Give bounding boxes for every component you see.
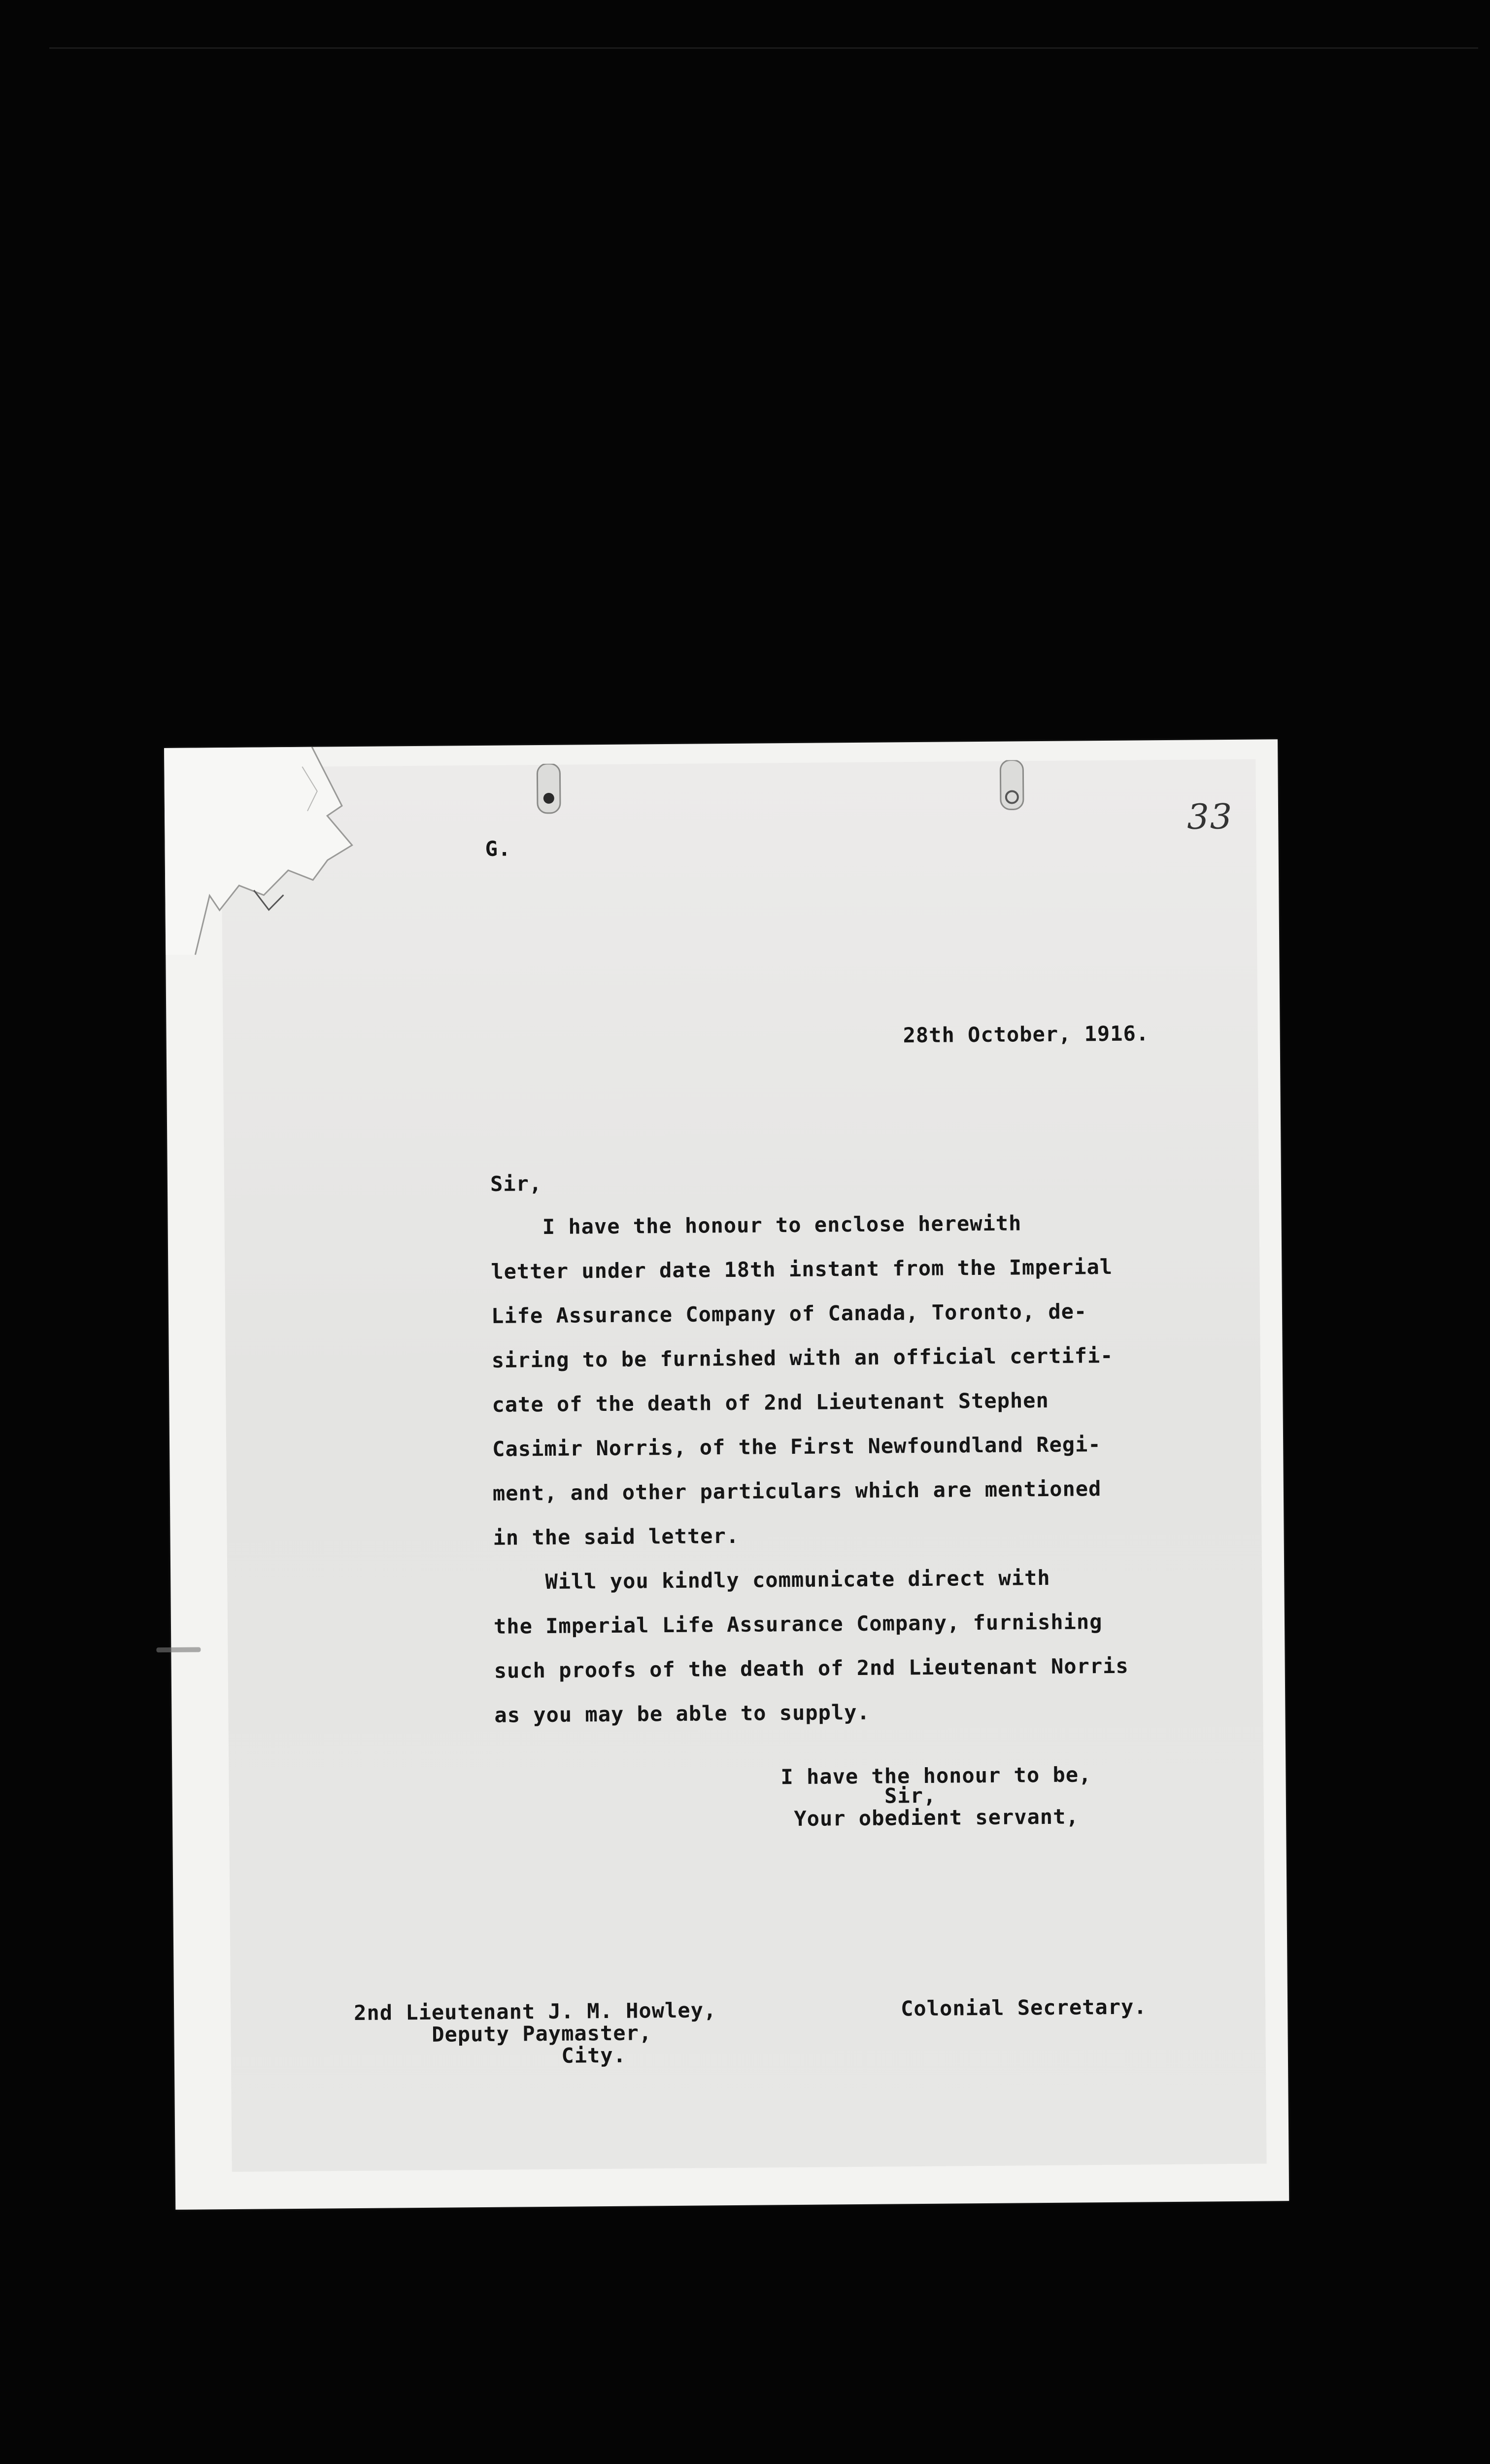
closing-line: Your obedient servant, — [780, 1804, 1079, 1831]
addressee-line: Deputy Paymaster, — [354, 2020, 652, 2048]
letter-sheet — [164, 739, 1289, 2210]
torn-corner-graphic — [164, 746, 392, 955]
letter-date: 28th October, 1916. — [903, 1021, 1150, 1048]
body-line: Life Assurance Company of Canada, Toronto, de- — [491, 1299, 1087, 1328]
body-line: as you may be able to supply. — [494, 1700, 870, 1727]
right-staple-hole — [994, 760, 1029, 817]
body-line: in the said letter. — [493, 1523, 740, 1550]
closing-line: Sir, — [780, 1783, 937, 1809]
body-line: ment, and other particulars which are mentioned — [492, 1476, 1102, 1506]
file-letter: G. — [485, 836, 511, 861]
body-line: I have the honour to enclose herewith — [490, 1211, 1022, 1239]
ink-smudge — [156, 1647, 201, 1652]
body-line: Will you kindly communicate direct with — [493, 1565, 1050, 1594]
body-line: the Imperial Life Assurance Company, furnishing — [493, 1609, 1103, 1639]
body-line: such proofs of the death of 2nd Lieutenant Norris — [494, 1653, 1129, 1683]
closing-line: I have the honour to be, — [780, 1762, 1092, 1789]
signature-title: Colonial Secretary. — [900, 1994, 1147, 2021]
addressee-line: City. — [354, 2043, 627, 2070]
film-frame-edge — [49, 47, 1478, 49]
left-staple-hole — [531, 764, 566, 821]
letter-paper — [221, 759, 1266, 2172]
body-line: siring to be furnished with an official certifi- — [491, 1343, 1114, 1372]
body-line: Casimir Norris, of the First Newfoundland Regi- — [492, 1432, 1101, 1461]
body-line: letter under date 18th instant from the Imperial — [491, 1254, 1113, 1284]
body-line: cate of the death of 2nd Lieutenant Stephen — [492, 1388, 1049, 1417]
addressee-line: 2nd Lieutenant J. M. Howley, — [353, 1998, 717, 2025]
salutation: Sir, — [490, 1171, 542, 1196]
page-number: 33 — [1186, 796, 1233, 837]
